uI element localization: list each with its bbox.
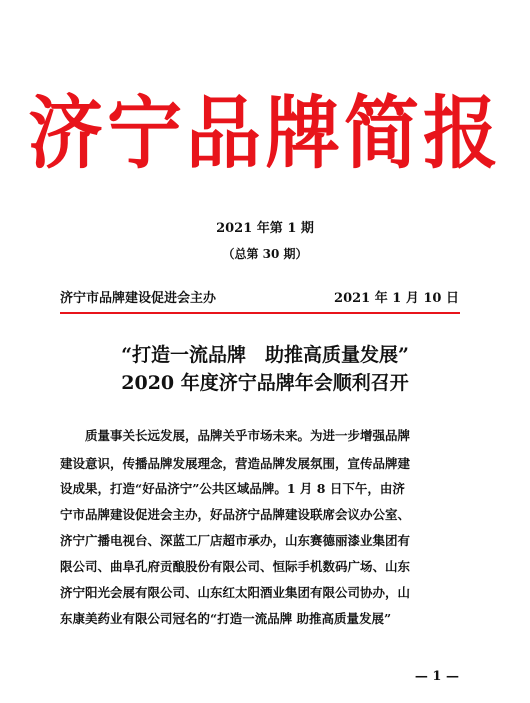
page-number: — 1 — <box>414 669 459 684</box>
sponsor-line: 济宁市品牌建设促进会主办 <box>60 291 217 306</box>
publish-date: 2021 年 1 月 10 日 <box>334 291 459 306</box>
body-text-line: 济宁阳光会展有限公司、山东红太阳酒业集团有限公司协办，山 <box>60 585 411 600</box>
issue-number: 2021 年第 1 期 <box>216 221 314 236</box>
body-text-line: 质量事关长远发展，品牌关乎市场未来。为进一步增强品牌 <box>85 428 411 443</box>
body-text-line: 济宁广播电视台、深蓝工厂店超市承办，山东赛德丽漆业集团有 <box>60 533 411 548</box>
article-headline-line-1: “打造一流品牌 助推高质量发展” <box>121 344 409 366</box>
body-text-line: 限公司、曲阜孔府贡酿股份有限公司、恒际手机数码广场、山东 <box>60 559 411 574</box>
issue-total-number: （总第 30 期） <box>222 247 308 261</box>
header-divider <box>60 312 460 314</box>
body-text-line: 建设意识，传播品牌发展理念，营造品牌发展氛围，宣传品牌建 <box>60 456 411 471</box>
body-text-line: 宁市品牌建设促进会主办，好品济宁品牌建设联席会议办公室、 <box>60 507 411 522</box>
article-headline-line-2: 2020 年度济宁品牌年会顺利召开 <box>121 372 409 394</box>
body-text-line: 设成果，打造“好品济宁”公共区域品牌。1 月 8 日下午，由济 <box>60 481 405 496</box>
body-text-line: 东康美药业有限公司冠名的“打造一流品牌 助推高质量发展” <box>60 611 392 626</box>
masthead-title: 济宁品牌简报 <box>27 86 502 180</box>
